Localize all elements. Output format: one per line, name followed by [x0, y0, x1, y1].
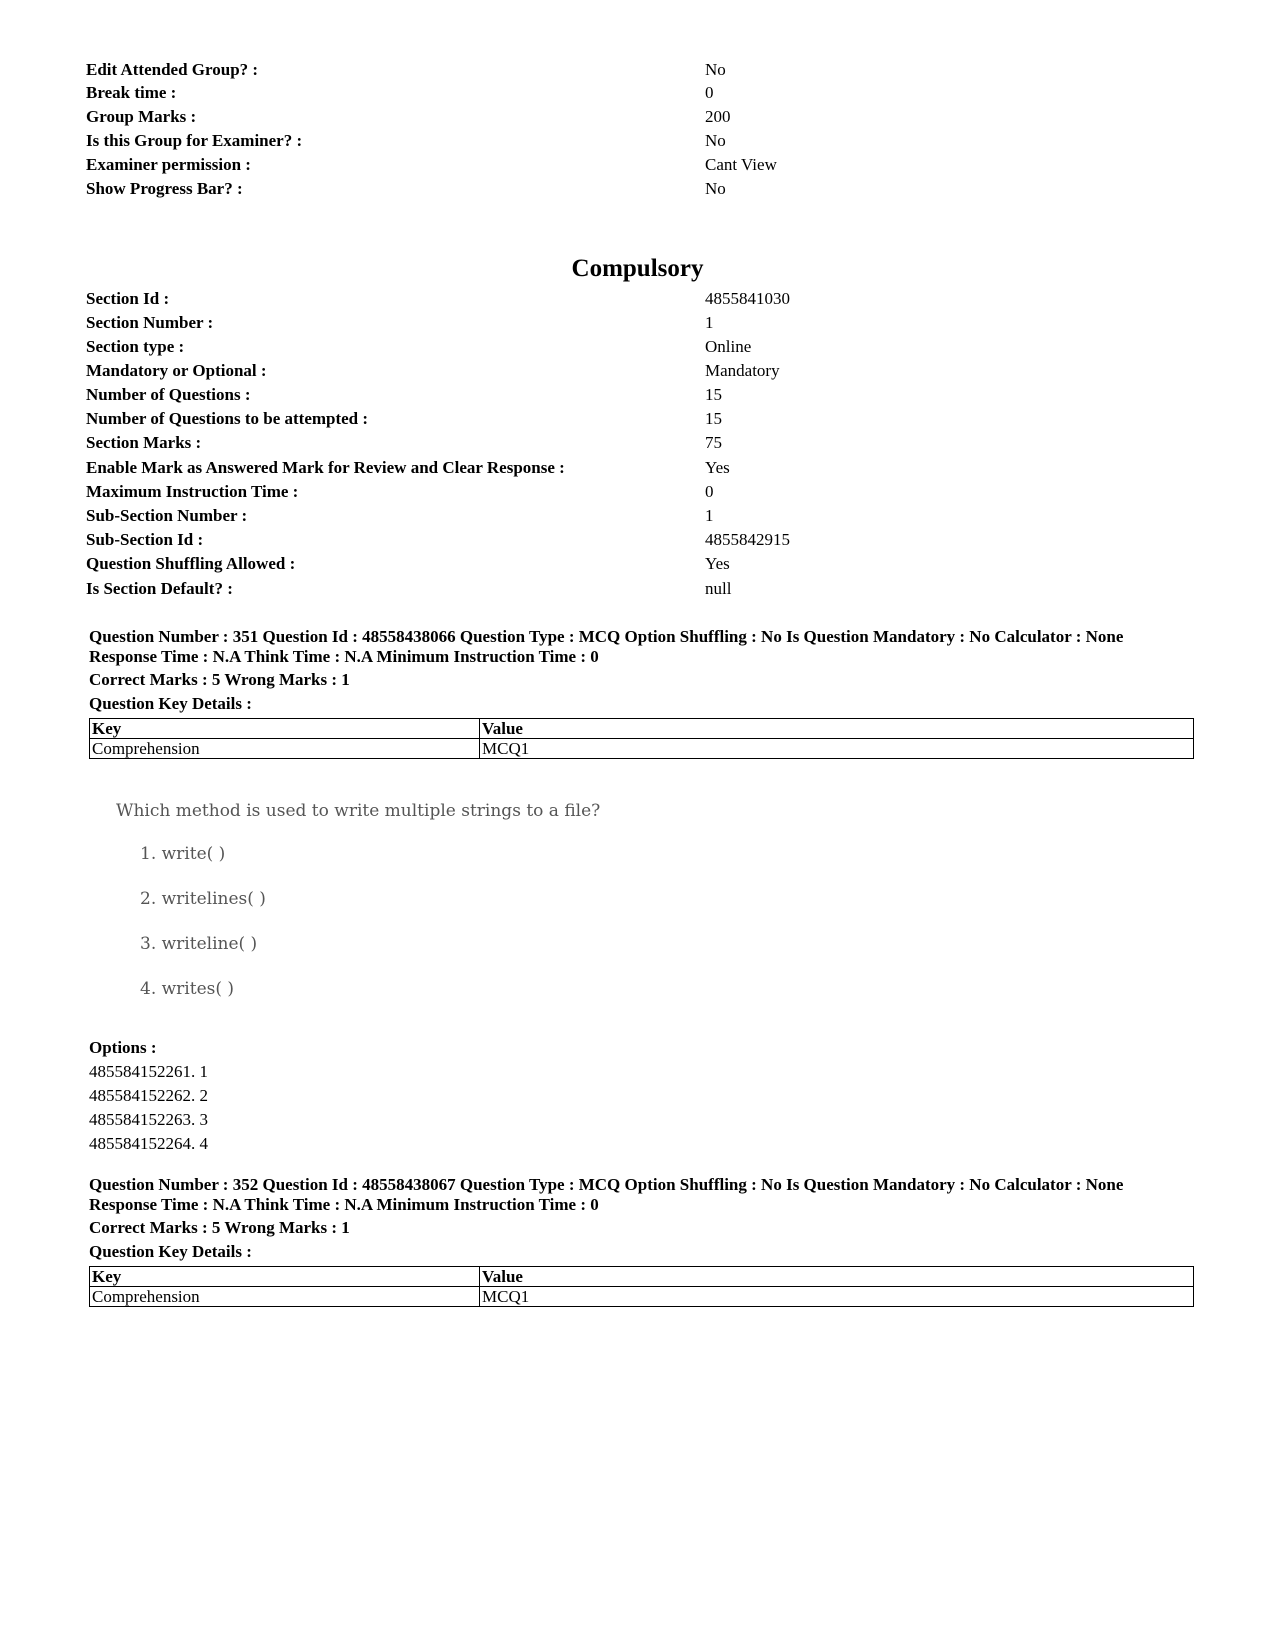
field-label: Number of Questions :: [86, 385, 251, 404]
section-title: Compulsory: [571, 255, 704, 282]
field-value: 1: [705, 313, 714, 332]
field-label: Examiner permission :: [86, 155, 251, 174]
kv-row: [86, 336, 1186, 358]
question-timing: Response Time : N.A Think Time : N.A Minimum Instruction Time : 0: [89, 647, 599, 666]
field-label: Enable Mark as Answered Mark for Review and Clear Response :: [86, 458, 565, 477]
field-label: Number of Questions to be attempted :: [86, 409, 369, 428]
stem-option: 4. writes( ): [140, 979, 235, 999]
kv-row: [86, 457, 1186, 479]
stem-option: 2. writelines( ): [140, 889, 266, 909]
kv-row: [86, 529, 1186, 551]
field-value: 0: [705, 83, 714, 102]
field-label: Show Progress Bar? :: [86, 179, 243, 198]
table-header-cell: Value: [480, 719, 1194, 739]
question-stem-text: Which method is used to write multiple strings to a file?: [116, 801, 601, 821]
field-label: Is this Group for Examiner? :: [86, 131, 303, 150]
question-header: Question Number : 352 Question Id : 48558438067 Question Type : MCQ Option Shuffling : No Is Question Mandatory : No Calculator : None: [89, 1175, 1124, 1194]
field-label: Sub-Section Id :: [86, 530, 204, 549]
question-timing: Response Time : N.A Think Time : N.A Minimum Instruction Time : 0: [89, 1195, 599, 1214]
field-value: Cant View: [705, 155, 777, 174]
field-label: Edit Attended Group? :: [86, 60, 259, 79]
question-key-table: [89, 1266, 1194, 1307]
kv-row: [86, 130, 1186, 152]
kv-row: [86, 312, 1186, 334]
field-value: No: [705, 131, 726, 150]
table-header-row: [90, 719, 1194, 739]
table-header-cell: Key: [90, 719, 480, 739]
field-label: Break time :: [86, 83, 177, 102]
field-label: Is Section Default? :: [86, 579, 233, 598]
field-value: Yes: [705, 554, 730, 573]
table-cell: MCQ1: [480, 1287, 1194, 1307]
field-label: Section Marks :: [86, 433, 202, 452]
kv-row: [86, 59, 1186, 81]
table-header-cell: Value: [480, 1267, 1194, 1287]
kv-row: [86, 178, 1186, 200]
field-value: 15: [705, 409, 722, 428]
field-value: 1: [705, 506, 714, 525]
field-value: No: [705, 60, 726, 79]
options-list: [89, 1036, 208, 1156]
field-value: Online: [705, 337, 752, 356]
table-row: [90, 1287, 1194, 1307]
field-label: Section Number :: [86, 313, 214, 332]
kv-row: [86, 432, 1186, 454]
kv-row: [86, 384, 1186, 406]
field-value: null: [705, 579, 732, 598]
kv-row: [86, 505, 1186, 527]
field-value: 75: [705, 433, 722, 452]
kv-row: [86, 154, 1186, 176]
question-key-details-label: Question Key Details :: [89, 1242, 252, 1261]
table-cell: Comprehension: [90, 1287, 480, 1307]
field-label: Section type :: [86, 337, 185, 356]
question-marks: Correct Marks : 5 Wrong Marks : 1: [89, 670, 350, 689]
question-block: [89, 1175, 1199, 1307]
kv-row: [86, 481, 1186, 503]
field-label: Group Marks :: [86, 107, 197, 126]
field-value: 200: [705, 107, 731, 126]
table-header-cell: Key: [90, 1267, 480, 1287]
field-label: Maximum Instruction Time :: [86, 482, 299, 501]
field-value: 15: [705, 385, 722, 404]
field-label: Question Shuffling Allowed :: [86, 554, 296, 573]
kv-row: [86, 82, 1186, 104]
field-label: Mandatory or Optional :: [86, 361, 267, 380]
stem-option: 1. write( ): [140, 844, 226, 864]
stem-option: 3. writeline( ): [140, 934, 258, 954]
table-row: [90, 739, 1194, 759]
field-value: 0: [705, 482, 714, 501]
option-item: 485584152264. 4: [89, 1134, 208, 1153]
kv-row: [86, 578, 1186, 600]
field-label: Section Id :: [86, 289, 170, 308]
question-block: [89, 627, 1199, 759]
field-value: Mandatory: [705, 361, 780, 380]
kv-row: [86, 360, 1186, 382]
kv-row: [86, 106, 1186, 128]
table-cell: Comprehension: [90, 739, 480, 759]
kv-row: [86, 553, 1186, 575]
field-value: 4855842915: [705, 530, 790, 549]
options-label: Options :: [89, 1038, 157, 1057]
option-item: 485584152263. 3: [89, 1110, 208, 1129]
field-value: 4855841030: [705, 289, 790, 308]
question-header: Question Number : 351 Question Id : 48558438066 Question Type : MCQ Option Shuffling : No Is Question Mandatory : No Calculator : None: [89, 627, 1124, 646]
question-key-table: [89, 718, 1194, 759]
field-value: No: [705, 179, 726, 198]
field-value: Yes: [705, 458, 730, 477]
kv-row: [86, 288, 1186, 310]
kv-row: [86, 408, 1186, 430]
question-stem-image: [116, 800, 601, 999]
table-cell: MCQ1: [480, 739, 1194, 759]
option-item: 485584152261. 1: [89, 1062, 208, 1081]
option-item: 485584152262. 2: [89, 1086, 208, 1105]
field-label: Sub-Section Number :: [86, 506, 248, 525]
question-key-details-label: Question Key Details :: [89, 694, 252, 713]
table-header-row: [90, 1267, 1194, 1287]
question-marks: Correct Marks : 5 Wrong Marks : 1: [89, 1218, 350, 1237]
